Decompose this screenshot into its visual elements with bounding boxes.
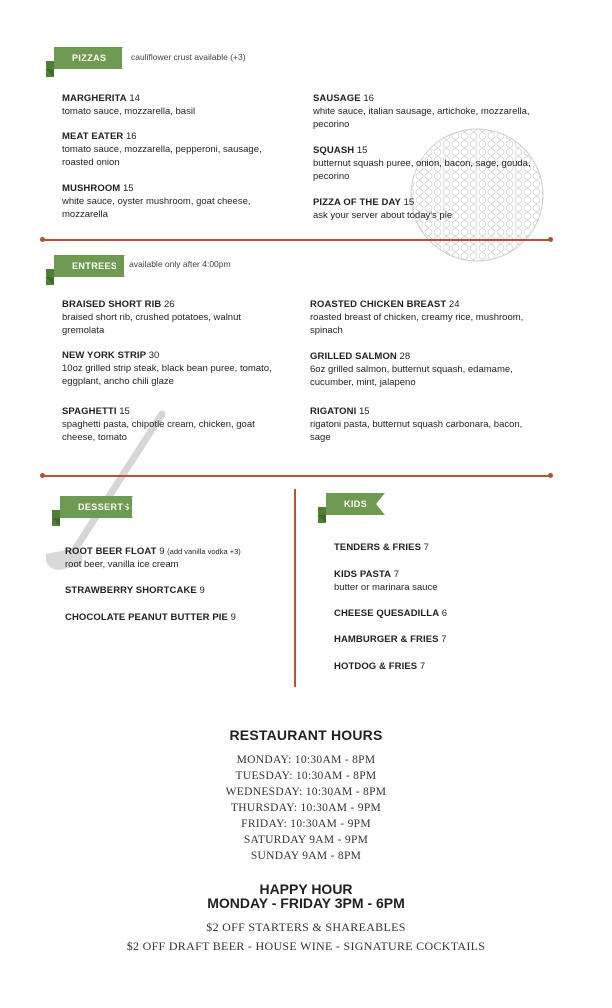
item-price: 24 bbox=[448, 299, 460, 310]
pizzas-tag: PIZZAS bbox=[54, 47, 122, 69]
item-price: 9 bbox=[159, 546, 165, 557]
item-price: 16 bbox=[125, 131, 137, 142]
menu-item bbox=[310, 405, 536, 444]
item-desc: roasted breast of chicken, creamy rice, mushroom, spinach bbox=[310, 312, 524, 336]
divider-dot bbox=[548, 473, 553, 478]
happy-hour-line: $2 OFF DRAFT BEER - HOUSE WINE - SIGNATURE COCKTAILS bbox=[126, 939, 486, 953]
menu-item bbox=[313, 196, 553, 222]
hours-line: SATURDAY 9AM - 9PM bbox=[243, 834, 369, 846]
menu-item bbox=[310, 350, 532, 389]
item-name: SAUSAGE bbox=[313, 93, 361, 104]
menu-item bbox=[62, 130, 274, 169]
hours-title: RESTAURANT HOURS bbox=[229, 727, 383, 743]
menu-item bbox=[334, 660, 534, 673]
item-desc: butternut squash puree, onion, bacon, sage, gouda, pecorino bbox=[313, 158, 531, 182]
menu-item bbox=[65, 584, 285, 597]
item-price: 15 bbox=[122, 183, 134, 194]
pizzas-note: cauliflower crust available (+3) bbox=[131, 52, 246, 62]
section-divider bbox=[43, 475, 551, 477]
item-name: SQUASH bbox=[313, 145, 355, 156]
item-desc: 6oz grilled salmon, butternut squash, edamame, cucumber, mint, jalapeno bbox=[310, 364, 513, 388]
happy-hour-schedule: MONDAY - FRIDAY 3PM - 6PM bbox=[207, 895, 405, 911]
item-price: 7 bbox=[419, 661, 426, 672]
entrees-tag: ENTREES bbox=[54, 255, 124, 277]
menu-item bbox=[62, 182, 268, 221]
column-divider bbox=[294, 489, 296, 687]
hours-line: FRIDAY: 10:30AM - 9PM bbox=[241, 818, 371, 830]
item-price: 9 bbox=[230, 612, 236, 623]
item-name: MEAT EATER bbox=[62, 131, 124, 142]
item-price: 30 bbox=[148, 350, 160, 361]
divider-dot bbox=[548, 237, 553, 242]
happy-hour-title: HAPPY HOUR bbox=[259, 881, 353, 897]
item-desc: white sauce, italian sausage, artichoke, mozzarella, pecorino bbox=[313, 106, 530, 130]
menu-item bbox=[334, 541, 534, 554]
item-desc: spaghetti pasta, chipotle cream, chicken, goat cheese, tomato bbox=[62, 419, 255, 443]
item-price: 15 bbox=[356, 145, 368, 156]
item-desc: tomato sauce, mozzarella, basil bbox=[62, 106, 196, 117]
item-desc: braised short rib, crushed potatoes, walnut gremolata bbox=[62, 312, 242, 336]
item-price: 15 bbox=[119, 406, 130, 417]
pizzas-ribbon bbox=[46, 47, 130, 69]
menu-item bbox=[334, 568, 534, 594]
menu-item bbox=[62, 92, 272, 118]
item-desc: white sauce, oyster mushroom, goat cheese, mozzarella bbox=[62, 196, 251, 220]
item-desc: root beer, vanilla ice cream bbox=[65, 559, 179, 570]
menu-item bbox=[313, 92, 553, 131]
hours-line: SUNDAY 9AM - 8PM bbox=[250, 850, 362, 862]
desserts-tag: DESSERTS bbox=[60, 496, 132, 518]
menu-item bbox=[65, 611, 285, 624]
item-extra: (add vanilla vodka +3) bbox=[167, 547, 241, 556]
item-name: ROOT BEER FLOAT bbox=[65, 546, 157, 557]
item-name: STRAWBERRY SHORTCAKE bbox=[65, 585, 197, 596]
item-name: CHOCOLATE PEANUT BUTTER PIE bbox=[65, 612, 228, 623]
item-desc: butter or marinara sauce bbox=[334, 582, 438, 593]
item-price: 9 bbox=[199, 585, 205, 596]
item-name: MUSHROOM bbox=[62, 183, 121, 194]
item-name: HOTDOG & FRIES bbox=[334, 661, 418, 672]
hours-line: WEDNESDAY: 10:30AM - 8PM bbox=[225, 786, 387, 798]
kids-ribbon bbox=[318, 493, 384, 515]
hours-line: TUESDAY: 10:30AM - 8PM bbox=[235, 770, 377, 782]
item-name: CHEESE QUESADILLA bbox=[334, 608, 440, 619]
section-divider bbox=[43, 239, 551, 241]
item-name: MARGHERITA bbox=[62, 93, 127, 104]
item-desc: rigatoni pasta, butternut squash carbonara, bacon, sage bbox=[310, 419, 523, 443]
menu-item bbox=[65, 545, 285, 571]
menu-item bbox=[313, 144, 553, 183]
happy-hour-line: $2 OFF STARTERS & SHAREABLES bbox=[206, 920, 406, 934]
item-name: TENDERS & FRIES bbox=[334, 542, 422, 553]
item-price: 26 bbox=[164, 299, 175, 310]
item-name: GRILLED SALMON bbox=[310, 351, 397, 362]
menu-item bbox=[62, 298, 270, 337]
item-name: ROASTED CHICKEN BREAST bbox=[310, 299, 447, 310]
item-name: KIDS PASTA bbox=[334, 569, 392, 580]
item-price: 15 bbox=[403, 197, 415, 208]
item-price: 28 bbox=[399, 351, 411, 362]
kids-tag: KIDS bbox=[326, 493, 376, 515]
item-name: PIZZA OF THE DAY bbox=[313, 197, 401, 208]
item-name: NEW YORK STRIP bbox=[62, 350, 147, 361]
menu-item bbox=[334, 633, 534, 646]
item-desc: ask your server about today's pie bbox=[313, 210, 453, 221]
desserts-ribbon bbox=[52, 496, 140, 518]
menu-item bbox=[62, 405, 274, 444]
hours-line: MONDAY: 10:30AM - 8PM bbox=[236, 754, 376, 766]
item-desc: tomato sauce, mozzarella, pepperoni, sausage, roasted onion bbox=[62, 144, 262, 168]
item-price: 14 bbox=[129, 93, 140, 104]
item-desc: 10oz grilled strip steak, black bean puree, tomato, eggplant, ancho chili glaze bbox=[62, 363, 272, 387]
item-name: BRAISED SHORT RIB bbox=[62, 299, 162, 310]
item-price: 7 bbox=[423, 542, 429, 553]
item-price: 6 bbox=[441, 608, 448, 619]
menu-item bbox=[310, 298, 536, 337]
menu-item bbox=[334, 607, 534, 620]
menu-item bbox=[62, 349, 276, 388]
item-name: RIGATONI bbox=[310, 406, 357, 417]
item-price: 7 bbox=[441, 634, 447, 645]
item-name: SPAGHETTI bbox=[62, 406, 117, 417]
item-price: 7 bbox=[393, 569, 400, 580]
entrees-note: available only after 4:00pm bbox=[129, 259, 231, 269]
item-name: HAMBURGER & FRIES bbox=[334, 634, 439, 645]
item-price: 15 bbox=[359, 406, 370, 417]
hours-line: THURSDAY: 10:30AM - 9PM bbox=[230, 802, 382, 814]
entrees-ribbon bbox=[46, 255, 130, 277]
item-price: 16 bbox=[363, 93, 374, 104]
